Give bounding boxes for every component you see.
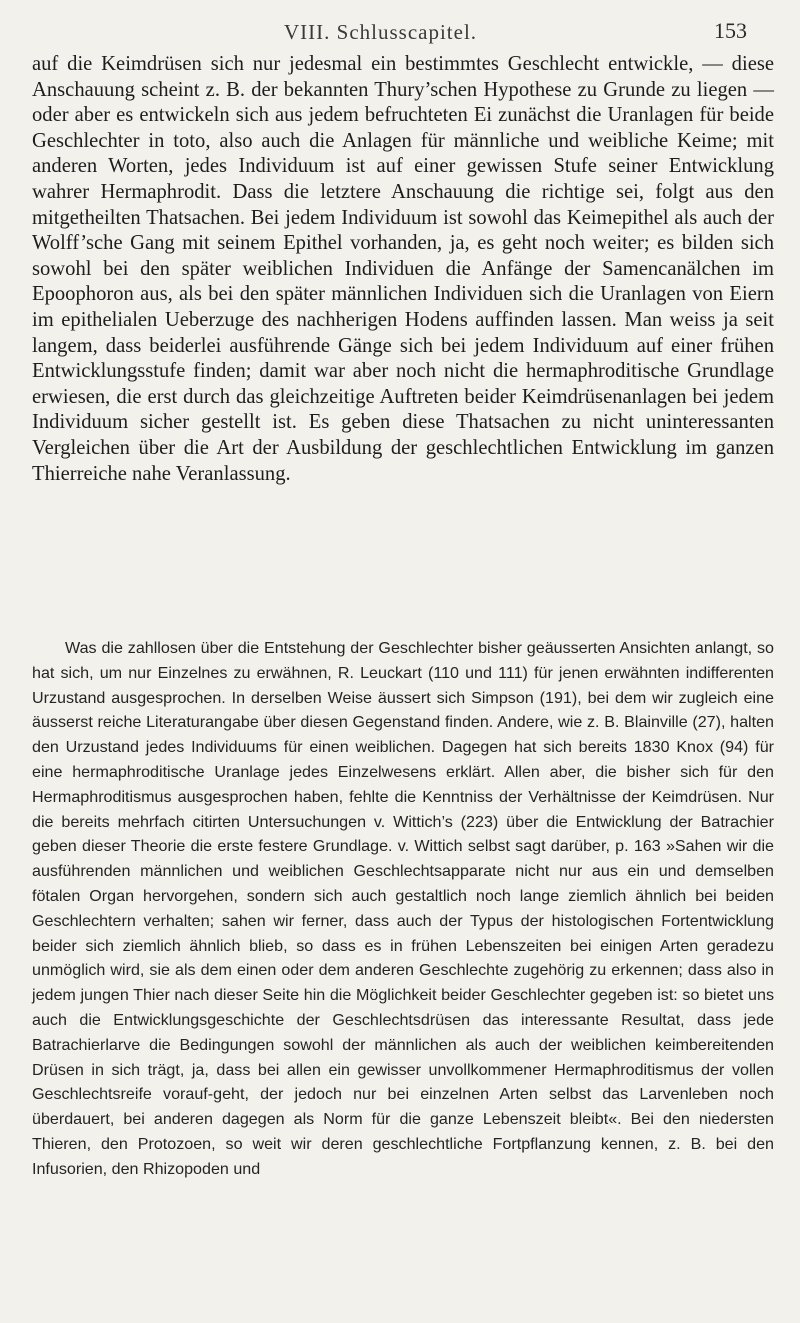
running-head bbox=[0, 12, 800, 42]
page-number: 153 bbox=[714, 18, 747, 43]
main-text-block bbox=[32, 52, 774, 487]
main-paragraph: auf die Keimdrüsen sich nur jedesmal ein bestimmtes Geschlecht entwickle, — diese Anschauung scheint z. B. der bekannten Thury’schen Hypothese zu Grunde zu liegen — oder aber es entwickeln sich aus jedem befruchteten Ei zunächst die Uranlagen für beide Geschlechter in toto, also auch die Anlagen für männliche und weibliche Keime; mit anderen Worten, jedes Individuum ist auf einer gewissen Stufe seiner Entwicklung wahrer Hermaphrodit. Dass die letztere Anschauung die richtige sei, folgt aus den mitgetheilten Thatsachen. Bei jedem Individuum ist sowohl das Keimepithel als auch der Wolff’sche Gang mit seinem Epithel vorhanden, ja, es geht noch weiter; es bilden sich sowohl bei den später weiblichen Individuen die Anfänge der Samencanälchen im Epoophoron aus, als bei den später männlichen Individuen sich die Uranlagen von Eiern im epithelialen Ueberzuge des nachherigen Hodens auffinden lassen. Man weiss ja seit langem, dass beiderlei ausführende Gänge sich bei jedem Individuum auf einer frühen Entwicklungsstufe finden; damit war aber noch nicht die hermaphroditische Grundlage erwiesen, die erst durch das gleichzeitige Auftreten beider Keimdrüsenanlagen bei jedem Individuum sicher gestellt ist. Es geben diese Thatsachen zu nicht uninteressanten Vergleichen über die Art der Ausbildung der geschlechtlichen Entwicklung im ganzen Thierreiche nahe Veranlassung. bbox=[32, 53, 774, 485]
small-print-block bbox=[32, 636, 774, 1182]
running-head-title: VIII. Schlusscapitel. bbox=[284, 20, 478, 44]
small-print-paragraph: Was die zahllosen über die Entstehung der Geschlechter bisher geäusserten Ansichten anlangt, so hat sich, um nur Einzelnes zu erwähnen, R. Leuckart (110 und 111) für jenen erwähnten indifferenten Urzustand ausgesprochen. In derselben Weise äussert sich Simpson (191), bei dem wir zugleich eine äusserst reiche Literaturangabe über diesen Gegenstand finden. Andere, wie z. B. Blainville (27), halten den Urzustand jedes Individuums für einen weiblichen. Dagegen hat sich bereits 1830 Knox (94) für eine hermaphroditische Uranlage jedes Einzelwesens erklärt. Allen aber, die bisher sich für den Hermaphroditismus ausgesprochen haben, fehlte die Kenntniss der Verhältnisse der Keimdrüsen. Nur die bereits mehrfach citirten Untersuchungen v. Wittich’s (223) über die Entwicklung der Batrachier geben dieser Theorie die erste festere Grundlage. v. Wittich selbst sagt darüber, p. 163 »Sahen wir die ausführenden männlichen und weiblichen Geschlechtsapparate nicht nur aus ein und demselben fötalen Organ hervorgehen, sondern sich auch gestaltlich noch lange ziemlich ähnlich bei beiden Geschlechtern verhalten; sahen wir ferner, dass auch der Typus der histologischen Fortentwicklung beider sich ziemlich ähnlich blieb, so dass es in frühen Lebenszeiten bei einigen Arten geradezu unmöglich wird, sie als dem einen oder dem anderen Geschlechte zugehörig zu erkennen; dass also in jedem jungen Thier nach dieser Seite hin die Möglichkeit beider Geschlechter gegeben ist: so bietet uns auch die Entwicklungsgeschichte der Geschlechtsdrüsen das interessante Resultat, dass jede Batrachierlarve die Bedingungen sowohl der männlichen als auch der weiblichen keimbereitenden Drüsen in sich trägt, ja, dass bei allen ein gewisser unvollkommener Hermaphroditismus der vollen Geschlechtsreife vorauf-geht, der jedoch nur bei einzelnen Arten selbst das Larvenleben noch überdauert, bei anderen dagegen als Norm für die ganze Lebenszeit bleibt«. Bei den niedersten Thieren, den Protozoen, so weit wir deren geschlechtliche Fortpflanzung kennen, z. B. bei den Infusorien, den Rhizopoden und bbox=[32, 639, 774, 1178]
